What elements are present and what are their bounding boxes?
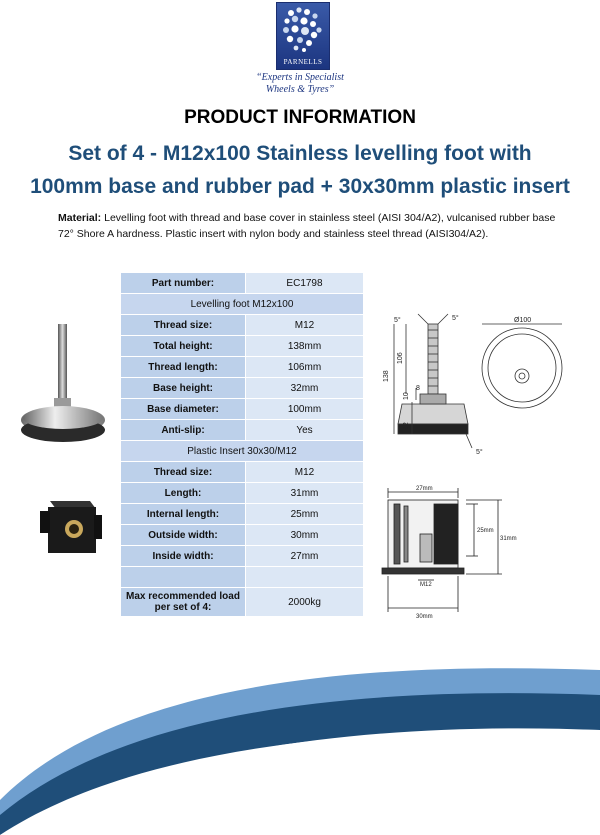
row-label: Internal length: — [121, 504, 246, 525]
table-row — [121, 336, 364, 357]
tagline-line1: “Experts in Specialist — [256, 72, 344, 83]
table-row — [121, 273, 364, 294]
tagline-line2: Wheels & Tyres” — [265, 84, 335, 95]
row-value: 100mm — [246, 399, 364, 420]
dim-diameter: Ø100 — [514, 317, 532, 324]
dim-internal-length: 25mm — [477, 528, 494, 534]
levelling-foot-photo — [18, 322, 108, 452]
table-row — [121, 357, 364, 378]
spec-table — [120, 272, 364, 617]
row-value: 32mm — [246, 378, 364, 399]
section-header — [121, 294, 364, 315]
part-number-label: Part number: — [121, 273, 246, 294]
material-text: Levelling foot with thread and base cover in stainless steel (AISI 304/A2), vulcanised rubber base 72° Shore A hardness. Plastic insert with nylon body and stainless steel thread (AISI304/A2). — [58, 212, 556, 240]
dim-length: 31mm — [500, 536, 517, 542]
table-row — [121, 525, 364, 546]
section-header — [121, 441, 364, 462]
row-label: Total height: — [121, 336, 246, 357]
dim-angle-right: 5° — [452, 315, 459, 322]
row-label: Inside width: — [121, 546, 246, 567]
row-label: Length: — [121, 483, 246, 504]
dim-inside-width: 27mm — [416, 486, 433, 492]
row-value: 25mm — [246, 504, 364, 525]
table-row — [121, 483, 364, 504]
row-label: Anti-slip: — [121, 420, 246, 441]
row-label: Thread size: — [121, 315, 246, 336]
plastic-insert-photo — [36, 495, 106, 557]
dim-base-height: 32 — [403, 422, 410, 430]
row-value: M12 — [246, 315, 364, 336]
table-row — [121, 378, 364, 399]
page-heading: PRODUCT INFORMATION — [184, 107, 416, 128]
product-title-line1: Set of 4 - M12x100 Stainless levelling foot with — [68, 142, 532, 165]
company-logo — [276, 2, 330, 70]
row-value: 27mm — [246, 546, 364, 567]
decorative-wave — [0, 640, 600, 835]
row-label: Base height: — [121, 378, 246, 399]
dim-10: 10 — [403, 392, 410, 400]
max-load-label: Max recommended load per set of 4: — [121, 588, 246, 617]
part-number-value: EC1798 — [246, 273, 364, 294]
row-label: Thread size: — [121, 462, 246, 483]
dim-m12: M12 — [420, 582, 432, 588]
table-row — [121, 399, 364, 420]
row-value: 106mm — [246, 357, 364, 378]
empty-label — [121, 567, 246, 588]
table-row — [121, 546, 364, 567]
row-label: Outside width: — [121, 525, 246, 546]
material-description — [58, 210, 558, 242]
max-load-value: 2000kg — [246, 588, 364, 617]
dim-8: 8 — [416, 385, 420, 392]
row-label: Thread length: — [121, 357, 246, 378]
logo-text: PARNELLS — [283, 58, 323, 66]
table-row-empty — [121, 567, 364, 588]
table-row — [121, 588, 364, 617]
row-value: Yes — [246, 420, 364, 441]
row-value: 31mm — [246, 483, 364, 504]
row-value: M12 — [246, 462, 364, 483]
dim-total-height: 138 — [383, 370, 390, 382]
table-row — [121, 504, 364, 525]
dim-outside-width: 30mm — [416, 614, 433, 620]
dim-angle-bottom: 5° — [476, 449, 483, 456]
table-row — [121, 420, 364, 441]
product-title-line2: 100mm base and rubber pad + 30x30mm plastic insert — [30, 175, 570, 198]
table-row — [121, 315, 364, 336]
material-label: Material: — [58, 212, 102, 224]
dim-thread-length: 106 — [397, 352, 404, 364]
table-row — [121, 462, 364, 483]
logo-dots-icon — [277, 3, 329, 55]
plastic-insert-drawing — [374, 476, 524, 624]
dim-angle-left: 5° — [394, 317, 401, 324]
row-value: 30mm — [246, 525, 364, 546]
section-plastic-insert: Plastic Insert 30x30/M12 — [121, 441, 364, 462]
empty-value — [246, 567, 364, 588]
row-value: 138mm — [246, 336, 364, 357]
row-label: Base diameter: — [121, 399, 246, 420]
levelling-foot-drawing — [372, 308, 572, 456]
section-levelling-foot: Levelling foot M12x100 — [121, 294, 364, 315]
